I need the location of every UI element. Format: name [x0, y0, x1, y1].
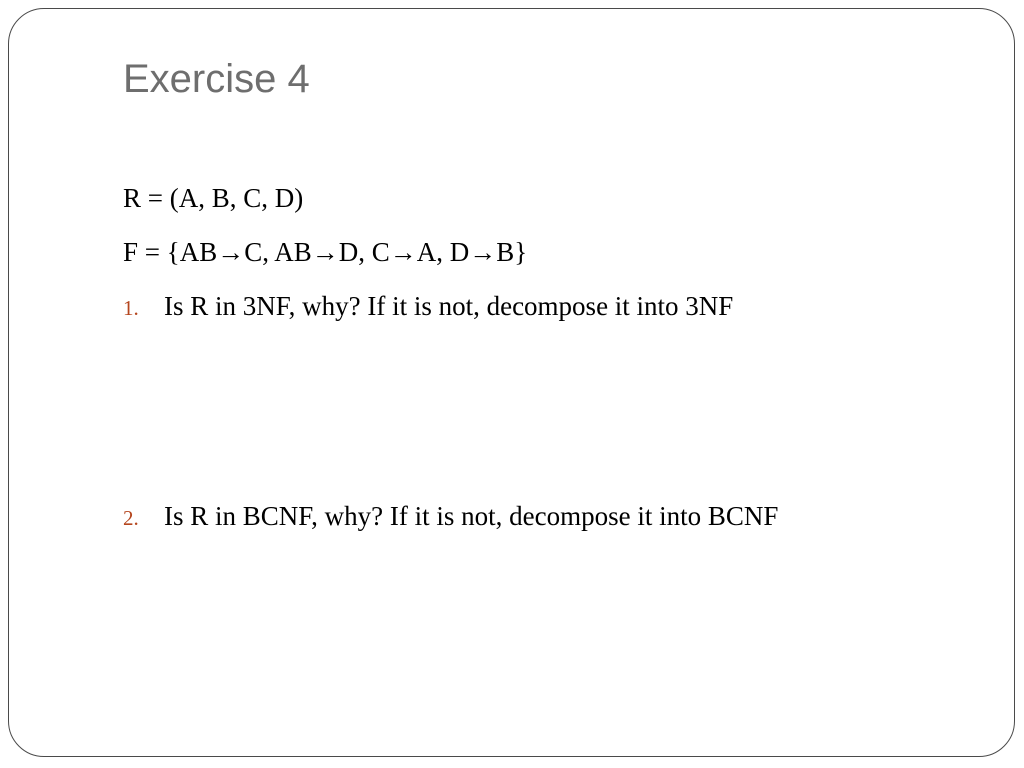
- list-item-text: Is R in BCNF, why? If it is not, decompose it into BCNF: [164, 501, 779, 531]
- list-item: [123, 289, 733, 325]
- list-item-number: 2.: [123, 506, 139, 530]
- slide-title: Exercise 4: [123, 57, 310, 101]
- list-item: [123, 499, 778, 535]
- slide: [8, 8, 1015, 757]
- list-item-text: Is R in 3NF, why? If it is not, decompose it into 3NF: [164, 291, 734, 321]
- list-item-number: 1.: [123, 296, 139, 320]
- functional-dependencies: F = {AB→C, AB→D, C→A, D→B}: [123, 237, 528, 267]
- relation-definition: R = (A, B, C, D): [123, 183, 304, 213]
